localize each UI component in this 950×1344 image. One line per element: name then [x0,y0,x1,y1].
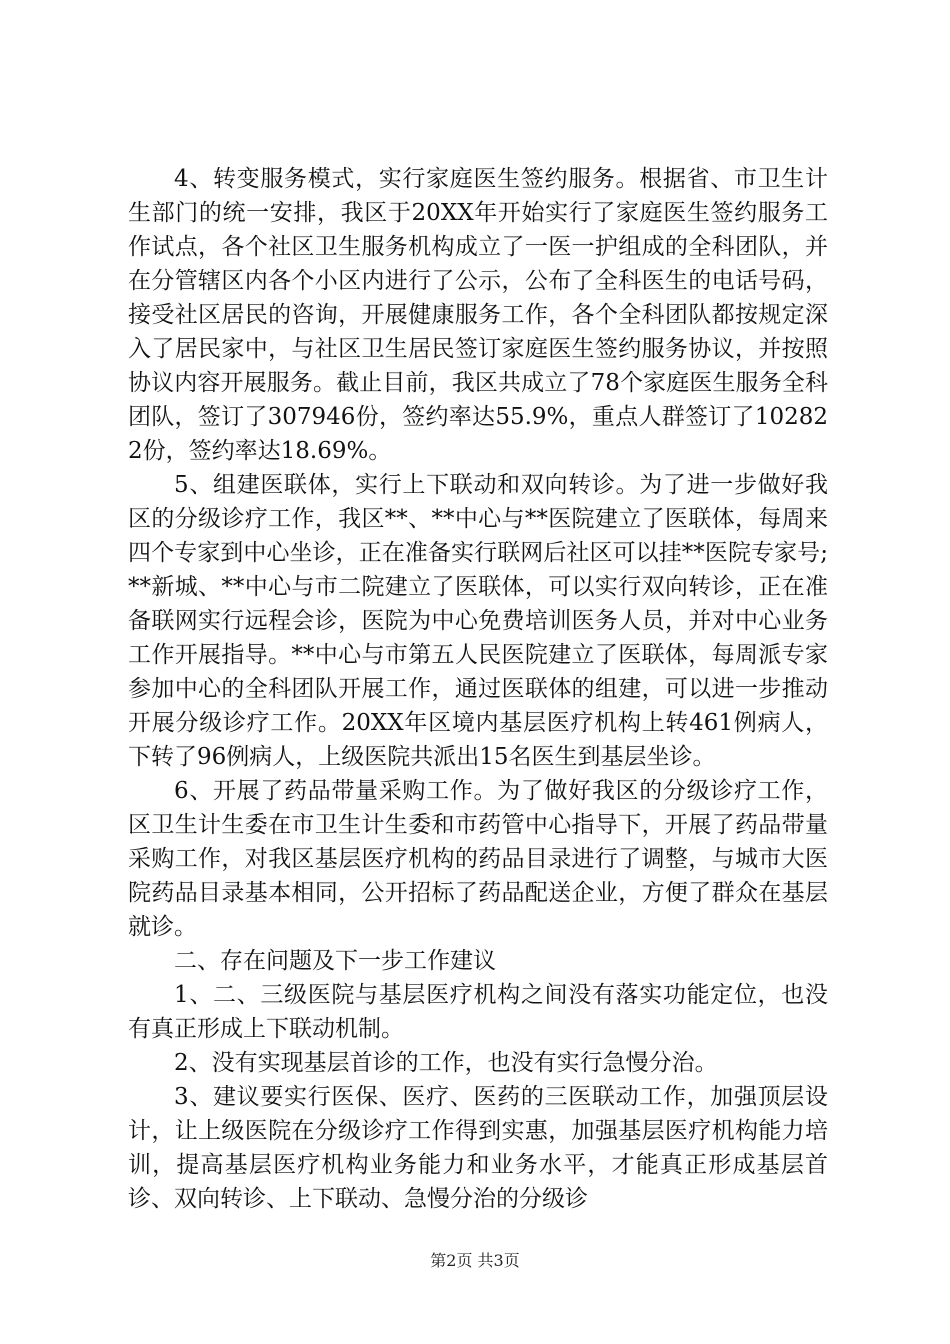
page-number-footer: 第2页 共3页 [430,1251,520,1270]
document-body [128,162,828,1216]
issue-item-2: 2、没有实现基层首诊的工作，也没有实行急慢分治。 [174,1050,718,1076]
paragraph-drug-procurement: 6、开展了药品带量采购工作。为了做好我区的分级诊疗工作，区卫生计生委在市卫生计生委和市药管中心指导下，开展了药品带量采购工作，对我区基层医疗机构的药品目录进行了调整，与城市大医院药品目录基本相同，公开招标了药品配送企业，方便了群众在基层就诊。 [128,778,828,940]
paragraph-medical-alliance: 5、组建医联体，实行上下联动和双向转诊。为了进一步做好我区的分级诊疗工作，我区**、**中心与**医院建立了医联体，每周来四个专家到中心坐诊，正在准备实行联网后社区可以挂**医院专家号;**新城、**中心与市二院建立了医联体，可以实行双向转诊，正在准备联网实行远程会诊，医院为中心免费培训医务人员，并对中心业务工作开展指导。**中心与市第五人民医院建立了医联体，每周派专家参加中心的全科团队开展工作，通过医联体的组建，可以进一步推动开展分级诊疗工作。20XX年区境内基层医疗机构上转461例病人，下转了96例病人，上级医院共派出15名医生到基层坐诊。 [128,472,828,770]
paragraph-family-doctor: 4、转变服务模式，实行家庭医生签约服务。根据省、市卫生计生部门的统一安排，我区于20XX年开始实行了家庭医生签约服务工作试点，各个社区卫生服务机构成立了一医一护组成的全科团队，并在分管辖区内各个小区内进行了公示，公布了全科医生的电话号码，接受社区居民的咨询，开展健康服务工作，各个全科团队都按规定深入了居民家中，与社区卫生居民签订家庭医生签约服务协议，并按照协议内容开展服务。截止目前，我区共成立了78个家庭医生服务全科团队，签订了307946份，签约率达55.9%，重点人群签订了102822份，签约率达18.69%。 [128,166,828,464]
section-heading: 二、存在问题及下一步工作建议 [174,948,496,974]
issue-item-1: 1、二、三级医院与基层医疗机构之间没有落实功能定位，也没有真正形成上下联动机制。 [128,982,828,1042]
issue-item-3: 3、建议要实行医保、医疗、医药的三医联动工作，加强顶层设计，让上级医院在分级诊疗工作得到实惠，加强基层医疗机构能力培训，提高基层医疗机构业务能力和业务水平，才能真正形成基层首诊、双向转诊、上下联动、急慢分治的分级诊 [128,1084,828,1212]
